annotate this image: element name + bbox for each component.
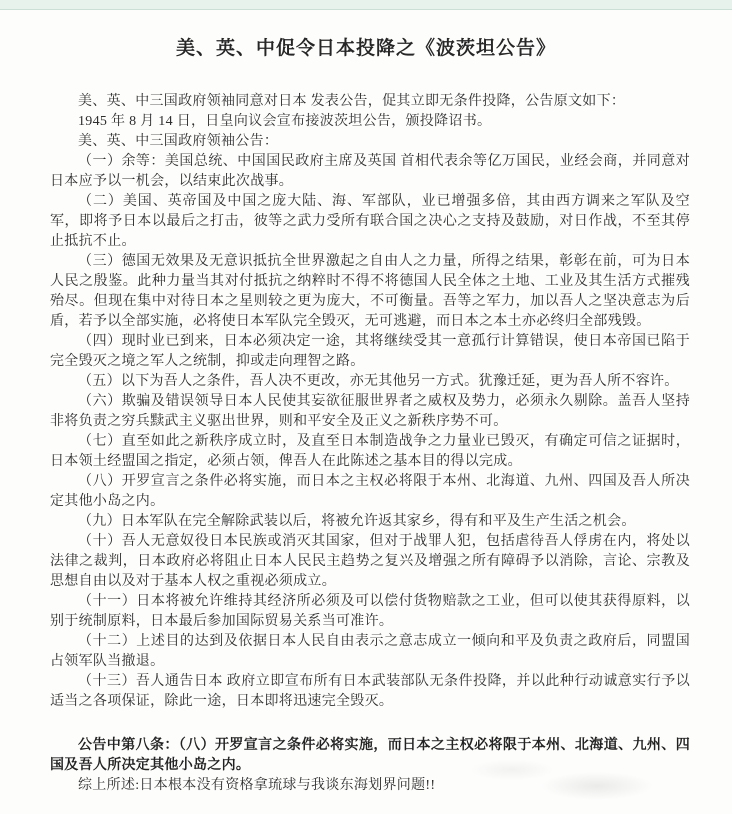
intro-line-1: 美、英、中三国政府领袖同意对日本 发表公告，促其立即无条件投降，公告原文如下： xyxy=(78,94,626,109)
clause-01: （一）余等：美国总统、中国国民政府主席及英国 首相代表余等亿万国民，业经会商，并同意对日本应予以一机会，以结束此次战事。 xyxy=(50,154,690,189)
clause-11: （十一）日本将被允许维持其经济所必须及可以偿付货物赔款之工业，但可以使其获得原料，以别于统制原料，日本最后参加国际贸易关系当可准许。 xyxy=(50,594,690,629)
clause-10: （十）吾人无意奴役日本民族或消灭其国家，但对于战罪人犯，包括虐待吾人俘虏在内，将处以法律之裁判，日本政府必将阻止日本人民民主趋势之复兴及增强之所有障碍予以消除，言论、宗教及思想自由以及对于基本人权之重视必须成立。 xyxy=(50,534,690,589)
clause-05: （五）以下为吾人之条件，吾人决不更改，亦无其他另一方式。犹豫迁延，更为吾人所不容许。 xyxy=(78,374,679,389)
leaders-proclamation-line: 美、英、中三国政府领袖公告： xyxy=(78,134,279,149)
clause-04: （四）现时业已到来，日本必须决定一途，其将继续受其一意孤行计算错误，使日本帝国已陷于完全毁灭之境之军人之统制，抑或走向理智之路。 xyxy=(50,334,690,369)
page-top-strip xyxy=(0,0,732,10)
clause-13: （十三）吾人通告日本 政府立即宣布所有日本武装部队无条件投降，并以此种行动诚意实行予以适当之各项保证，除此一途，日本即将迅速完全毁灭。 xyxy=(50,674,690,709)
clause-12: （十二）上述目的达到及依据日本人民自由表示之意志成立一倾向和平及负责之政府后，同盟国占领军队当撤退。 xyxy=(50,634,690,669)
document-body xyxy=(50,92,690,796)
clause-06: （六）欺骗及错误领导日本人民使其妄欲征服世界者之威权及势力，必须永久剔除。盖吾人坚持非将负责之穷兵黩武主义驱出世界，则和平安全及正义之新秩序势不可。 xyxy=(50,394,690,429)
clause-09: （九）日本军队在完全解除武装以后，将被允许返其家乡，得有和平及生产生活之机会。 xyxy=(78,514,636,529)
clause-07: （七）直至如此之新秩序成立时，及直至日本制造战争之力量业已毁灭，有确定可信之证据时，日本领土经盟国之指定，必须占领，俾吾人在此陈述之基本目的得以完成。 xyxy=(50,434,690,469)
conclusion-line: 综上所述:日本根本没有资格拿琉球与我谈东海划界问题!! xyxy=(78,778,436,793)
clause-02: （二）美国、英帝国及中国之庞大陆、海、军部队，业已增强多倍，其由西方调来之军队及空军，即将予日本以最后之打击，彼等之武力受所有联合国之决心之支持及鼓励，对日作战，不至其停止抵抗不止。 xyxy=(50,194,690,249)
intro-line-2: 1945 年 8 月 14 日，日皇向议会宣布接波茨坦公告，颁投降诏书。 xyxy=(78,114,492,129)
clause-03: （三）德国无效果及无意识抵抗全世界激起之自由人之力量，所得之结果，彰彰在前，可为日本人民之殷鉴。此种力量当其对付抵抗之纳粹时不得不将德国人民全体之土地、工业及其生活方式摧残殆尽。但现在集中对待日本之星则较之更为庞大，不可衡量。吾等之军力，加以吾人之坚决意志为后盾，若予以全部实施，必将使日本军队完全毁灭，无可逃避，而日本之本土亦必终归全部残毁。 xyxy=(50,254,690,329)
summary-clause-8: 公告中第八条：（八）开罗宣言之条件必将实施，而日本之主权必将限于本州、北海道、九州、四国及吾人所决定其他小岛之内。 xyxy=(50,738,690,773)
clause-08: （八）开罗宣言之条件必将实施，而日本之主权必将限于本州、北海道、九州、四国及吾人所决定其他小岛之内。 xyxy=(50,474,690,509)
page-title: 美、英、中促令日本投降之《波茨坦公告》 xyxy=(175,38,556,59)
